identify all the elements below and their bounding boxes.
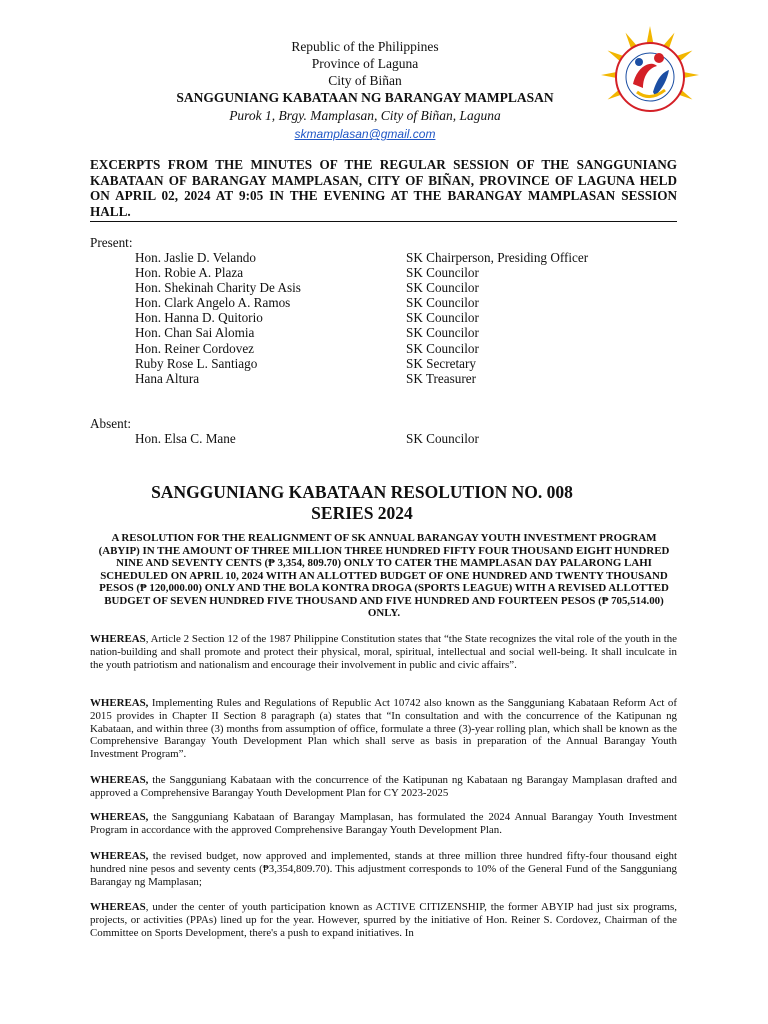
- whereas-text: the Sangguniang Kabataan of Barangay Mamplasan, has formulated the 2024 Annual Barangay Youth Investment Program in accordance with the approved Comprehensive Barangay Youth Development Plan.: [90, 811, 677, 836]
- whereas-clause: [90, 850, 677, 888]
- member-name: Ruby Rose L. Santiago: [135, 355, 258, 371]
- whereas-lead: WHEREAS: [90, 901, 146, 913]
- whereas-lead: WHEREAS: [90, 633, 146, 645]
- whereas-clause: [90, 901, 677, 939]
- member-name: Hana Altura: [135, 370, 200, 386]
- sk-seal-logo: [597, 22, 703, 128]
- whereas-text: Implementing Rules and Regulations of Republic Act 10742 also known as the Sangguniang Kabataan Reform Act of 2015 provides in Chapter II Section 8 paragraph (a) states that “In consultation and with the concurrence of the Katipunan ng Kabataan, and within three (3) months from assumption of office, formulate a three (3)-year rolling plan, which shall be known as the Comprehensive Barangay Youth Development Plan which shall serve as basis in preparation of the Annual Barangay Youth Investment Program”.: [90, 697, 677, 761]
- absent-list: [135, 431, 479, 446]
- member-name: Hon. Hanna D. Quitorio: [135, 310, 263, 326]
- whereas-clause: [90, 633, 677, 671]
- absent-row: [135, 431, 479, 446]
- email-link[interactable]: skmamplasan@gmail.com: [294, 127, 436, 141]
- member-role: SK Chairperson, Presiding Officer: [406, 250, 589, 265]
- whereas-lead: WHEREAS,: [90, 811, 149, 823]
- member-name: Hon. Clark Angelo A. Ramos: [135, 295, 291, 311]
- resolution-number: SANGGUNIANG KABATAAN RESOLUTION NO. 008: [151, 482, 573, 502]
- present-row: [135, 265, 588, 280]
- resolution-subject: A RESOLUTION FOR THE REALIGNMENT OF SK ANNUAL BARANGAY YOUTH INVESTMENT PROGRAM (ABYIP) IN THE AMOUNT OF THREE MILLION THREE HUNDRED FIFTY FOUR THOUSAND EIGHT HUNDRED NINE AND SEVENTY CENTS (₱ 3,354, 809.70) ONLY TO CATER THE MAMPLASAN DAY PALARONG LAHI SCHEDULED ON APRIL 10, 2024 WITH AN ALLOTTED BUDGET OF ONE HUNDRED AND TWENTY THOUSAND PESOS (₱ 120,000.00) ONLY AND THE BOLA KONTRA DROGA (SPORTS LEAGUE) WITH A REVISED ALLOTTED BUDGET OF SEVEN HUNDRED FIVE THOUSAND AND FIVE HUNDRED AND FOURTEEN PESOS (₱ 705,514.00) ONLY.: [98, 532, 670, 619]
- present-list: [135, 250, 588, 386]
- address-line: Purok 1, Brgy. Mamplasan, City of Biñan, Laguna: [229, 108, 501, 123]
- member-role: SK Councilor: [406, 295, 479, 311]
- whereas-text: , under the center of youth participation known as ACTIVE CITIZENSHIP, the former ABYIP had just six programs, projects, or activities (PPAs) lined up for the year. However, spurred by the initiative of Hon. Reiner S. Cordovez, Chairman of the Committee on Sports Development, there's a push to expand initiatives. In: [90, 901, 677, 939]
- resolution-series: SERIES 2024: [311, 502, 413, 523]
- member-role: SK Councilor: [406, 280, 479, 296]
- present-label: Present:: [90, 235, 133, 250]
- member-name: Hon. Jaslie D. Velando: [135, 250, 256, 265]
- present-row: [135, 356, 588, 371]
- member-role: SK Councilor: [406, 340, 479, 356]
- whereas-clause: [90, 774, 677, 800]
- present-row: [135, 250, 588, 265]
- whereas-text: , Article 2 Section 12 of the 1987 Philippine Constitution states that “the State recognizes the vital role of the youth in the nation-building and shall promote and protect their physical, moral, spiritual, intellectual and social well-being. It shall inculcate in the youth patriotism and nationalism and encourage their involvement in public and civic affairs”.: [90, 633, 677, 671]
- present-row: [135, 310, 588, 325]
- country-line: Republic of the Philippines: [291, 39, 439, 54]
- member-role: SK Secretary: [406, 355, 476, 371]
- whereas-lead: WHEREAS,: [90, 850, 149, 862]
- member-name: Hon. Shekinah Charity De Asis: [135, 280, 301, 296]
- letterhead: [120, 38, 610, 143]
- province-line: Province of Laguna: [311, 56, 419, 71]
- member-role: SK Treasurer: [406, 370, 476, 386]
- whereas-text: the revised budget, now approved and implemented, stands at three million three hundred fifty-four thousand eight hundred nine pesos and seventy cents (₱3,354,809.70). This adjustment corresponds to 10% of the General Fund of the Sangguniang Barangay ng Mamplasan;: [90, 850, 677, 888]
- present-row: [135, 325, 588, 340]
- member-role: SK Councilor: [406, 265, 479, 281]
- member-role: SK Councilor: [406, 325, 479, 341]
- absent-label: Absent:: [90, 416, 132, 431]
- present-row: [135, 295, 588, 310]
- minutes-excerpt-heading: EXCERPTS FROM THE MINUTES OF THE REGULAR SESSION OF THE SANGGUNIANG KABATAAN OF BARANGAY MAMPLASAN, CITY OF BIÑAN, PROVINCE OF LAGUNA HELD ON APRIL 02, 2024 AT 9:05 IN THE EVENING AT THE BARANGAY MAMPLASAN SESSION HALL.: [90, 157, 677, 222]
- member-name: Hon. Reiner Cordovez: [135, 340, 255, 356]
- member-name: Hon. Chan Sai Alomia: [135, 325, 255, 341]
- resolution-title: [90, 482, 634, 523]
- present-row: [135, 280, 588, 295]
- member-name: Hon. Robie A. Plaza: [135, 265, 244, 281]
- member-role: SK Councilor: [406, 310, 479, 326]
- city-line: City of Biñan: [328, 73, 402, 88]
- org-name: SANGGUNIANG KABATAAN NG BARANGAY MAMPLASAN: [176, 90, 554, 105]
- whereas-clause: [90, 697, 677, 761]
- present-row: [135, 341, 588, 356]
- member-name: Hon. Elsa C. Mane: [135, 431, 236, 446]
- whereas-lead: WHEREAS,: [90, 697, 149, 709]
- member-role: SK Councilor: [406, 431, 479, 446]
- whereas-text: the Sangguniang Kabataan with the concurrence of the Katipunan ng Kabataan ng Barangay Mamplasan drafted and approved a Comprehensive Barangay Youth Development Plan for CY 2023-2025: [90, 774, 677, 799]
- whereas-clause: [90, 811, 677, 837]
- present-row: [135, 371, 588, 386]
- whereas-lead: WHEREAS,: [90, 774, 149, 786]
